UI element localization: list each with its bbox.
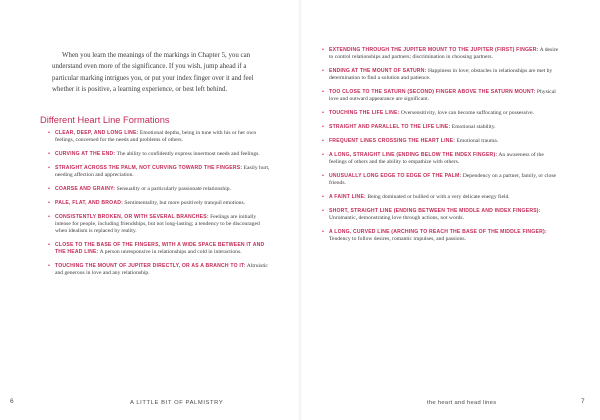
- list-item: [322, 124, 562, 131]
- bullet-icon: •: [322, 47, 324, 53]
- list-item: [48, 186, 273, 193]
- entry-term: CONSISTENTLY BROKEN, OR WITH SEVERAL BRANCHES:: [55, 213, 209, 220]
- list-item: [322, 110, 562, 117]
- bullet-icon: •: [322, 228, 324, 235]
- entry-term: CLEAR, DEEP, AND LONG LINE:: [55, 130, 139, 136]
- list-item: [48, 214, 273, 236]
- bullet-icon: •: [322, 172, 324, 179]
- entry-description: The ability to confidently express innermost needs and feelings.: [116, 151, 260, 158]
- entry-term: A FAINT LINE:: [329, 193, 366, 200]
- bullet-icon: •: [322, 110, 324, 117]
- entry-description: Emotional trauma.: [456, 137, 499, 144]
- entry-description: Easily hurt, needing affection and appreciation.: [55, 164, 270, 179]
- entry-term: EXTENDING THROUGH THE JUPITER MOUNT TO THE JUPITER (FIRST) FINGER:: [329, 47, 539, 53]
- entry-description: Oversensitivity, love can become suffocating or possessive.: [400, 110, 534, 117]
- entry-term: SHORT, STRAIGHT LINE (ENDING BETWEEN THE MIDDLE AND INDEX FINGERS):: [329, 207, 541, 214]
- list-item: [322, 194, 562, 201]
- entry-term: COARSE AND GRAINY:: [55, 185, 116, 192]
- entry-term: CLOSE TO THE BASE OF THE FINGERS, WITH A WIDE SPACE BETWEEN IT AND THE HEAD LINE:: [55, 241, 265, 256]
- bullet-icon: •: [48, 213, 50, 220]
- intro-paragraph: When you learn the meanings of the markings in Chapter 5, you can understand even more of the significance. If you wish, jump ahead if a particular marking intrigues you, or put your index finger over it and feel whether it is positive, a learning experience, or best left behind.: [52, 52, 254, 94]
- entry-term: STRAIGHT AND PARALLEL TO THE LIFE LINE:: [329, 124, 451, 131]
- entry-term: A LONG, CURVED LINE (ARCHING TO REACH THE BASE OF THE MIDDLE FINGER):: [329, 228, 547, 235]
- list-item: [322, 138, 562, 145]
- list-item: [322, 173, 562, 188]
- entry-description: Sensuality or a particularly passionate relationship.: [116, 185, 231, 192]
- list-item: [322, 229, 562, 244]
- bullet-icon: •: [322, 137, 324, 144]
- entry-term: TOUCHING THE LIFE LINE:: [329, 110, 400, 117]
- bullet-icon: •: [48, 164, 50, 171]
- entry-description: Emotional stability.: [451, 124, 496, 131]
- bullet-icon: •: [322, 68, 324, 75]
- list-item: [322, 47, 562, 62]
- left-entry-list: [48, 130, 273, 284]
- entry-term: CURVING AT THE END:: [55, 151, 116, 158]
- list-item: [322, 68, 562, 83]
- page-number-right: 7: [581, 398, 585, 405]
- list-item: [48, 242, 273, 257]
- bullet-icon: •: [322, 124, 324, 131]
- list-item: [48, 130, 273, 145]
- bullet-icon: •: [48, 263, 50, 270]
- bullet-icon: •: [48, 185, 50, 192]
- bullet-icon: •: [322, 151, 324, 158]
- list-item: [48, 200, 273, 207]
- page-number-left: 6: [10, 398, 14, 405]
- entry-term: ENDING AT THE MOUNT OF SATURN:: [329, 68, 427, 75]
- right-page: [300, 0, 600, 420]
- entry-term: A LONG, STRAIGHT LINE (ENDING BELOW THE INDEX FINGER):: [329, 151, 498, 158]
- entry-description: An awareness of the feelings of others and the ability to empathize with others.: [329, 151, 544, 165]
- entry-description: Dependency on a partner, family, or close friends.: [329, 172, 556, 187]
- entry-description: Being dominated or bullied or with a very delicate energy field.: [367, 193, 510, 200]
- list-item: [48, 263, 273, 278]
- entry-description: Tendency to follow desires, romantic impulses, and passions.: [329, 236, 466, 243]
- bullet-icon: •: [48, 130, 50, 136]
- running-title-left: A LITTLE BIT OF PALMISTRY: [130, 400, 224, 406]
- entry-description: A person unresponsive in relationships and cold in interactions.: [99, 249, 242, 256]
- entry-term: TOO CLOSE TO THE SATURN (SECOND) FINGER ABOVE THE SATURN MOUNT:: [329, 89, 536, 96]
- entry-description: Unromantic, demonstrating love through actions, not words.: [329, 214, 465, 221]
- entry-description: Physical love and outward appearance are significant.: [329, 89, 556, 103]
- running-title-right: the heart and head lines: [427, 400, 497, 406]
- entry-description: Sentimentality, but more positively tranquil emotions.: [124, 199, 246, 206]
- bullet-icon: •: [322, 193, 324, 200]
- right-entry-list: [322, 47, 562, 250]
- list-item: [48, 165, 273, 180]
- entry-term: UNUSUALLY LONG EDGE TO EDGE OF THE PALM:: [329, 172, 462, 179]
- list-item: [48, 151, 273, 158]
- entry-description: Altruistic and generous in love and any relationship.: [55, 263, 268, 277]
- entry-term: PALE, FLAT, AND BROAD:: [55, 199, 123, 206]
- section-title: Different Heart Line Formations: [40, 115, 170, 125]
- bullet-icon: •: [322, 207, 324, 214]
- entry-term: TOUCHING THE MOUNT OF JUPITER DIRECTLY, OR AS A BRANCH TO IT:: [55, 263, 246, 270]
- list-item: [322, 208, 562, 223]
- entry-term: FREQUENT LINES CROSSING THE HEART LINE:: [329, 137, 456, 144]
- entry-description: Happiness in love; obstacles in relationships are met by determination to find a solution and patience.: [329, 68, 553, 82]
- bullet-icon: •: [322, 89, 324, 96]
- entry-term: STRAIGHT ACROSS THE PALM, NOT CURVING TOWARD THE FINGERS:: [55, 164, 243, 171]
- bullet-icon: •: [48, 199, 50, 206]
- bullet-icon: •: [48, 241, 50, 248]
- list-item: [322, 89, 562, 104]
- entry-description: A desire to control relationships and partners; discrimination in choosing partners.: [329, 47, 559, 61]
- entry-description: Feelings are initially intense for people, including friendships, but not long-lasting; a tendency to be discouraged when idealism is replaced by reality.: [55, 213, 260, 235]
- bullet-icon: •: [48, 151, 50, 158]
- entry-description: Emotional depths, being in tune with his or her own feelings, concerned for the needs and problems of others.: [55, 130, 257, 144]
- list-item: [322, 152, 562, 167]
